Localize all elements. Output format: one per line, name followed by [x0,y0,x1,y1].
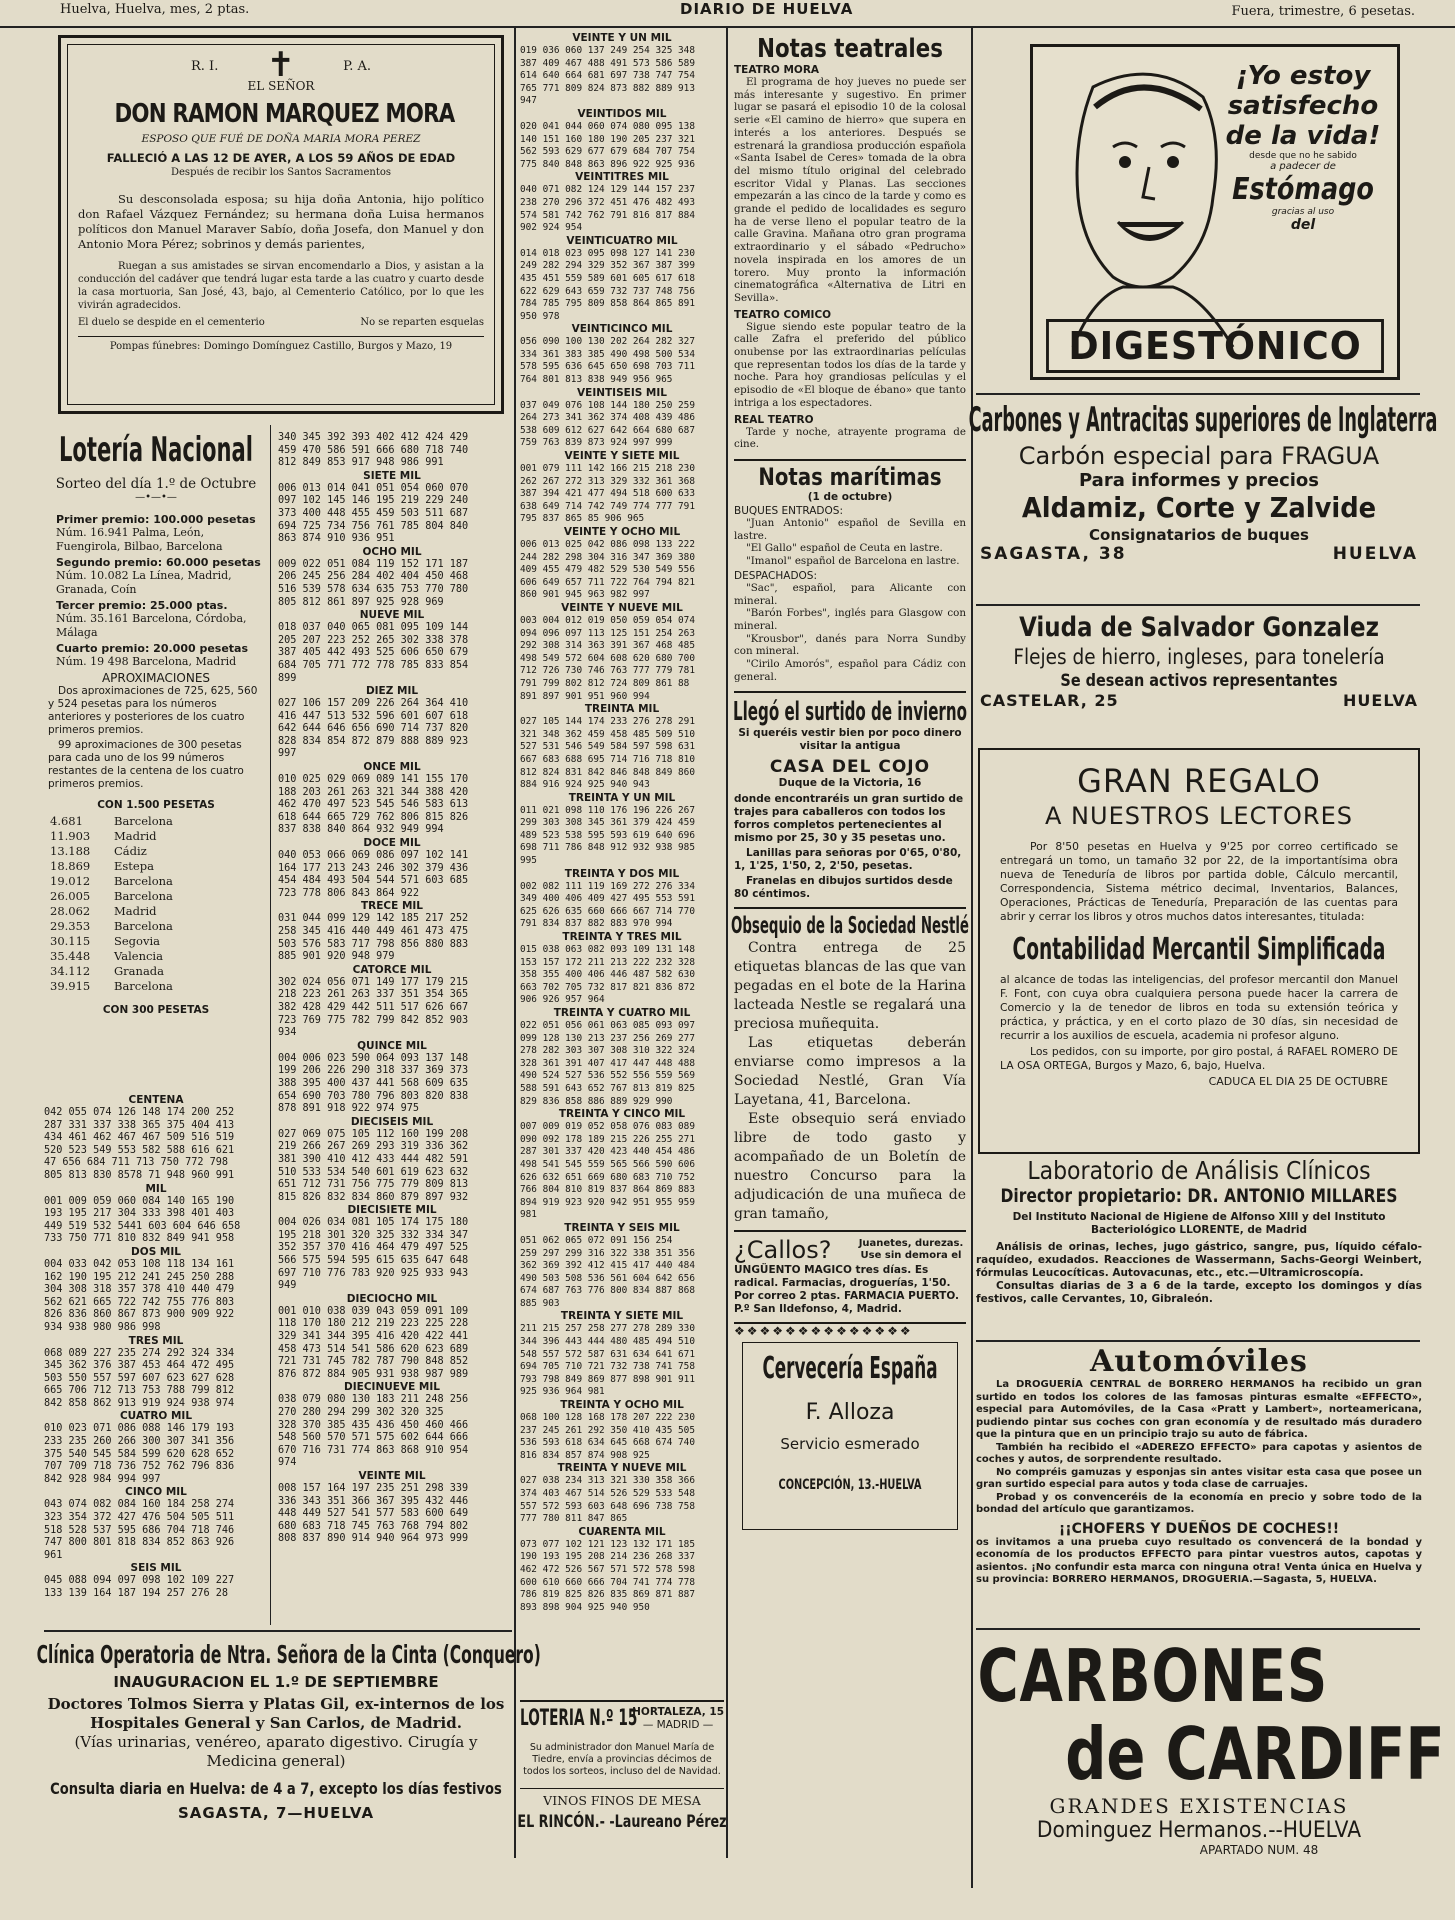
cerveceria-ad [742,1342,958,1530]
prize-row [50,904,264,919]
ochomil-numbers: 009 022 051 084 119 152 171 187 206 245 256 284 402 404 450 468 516 539 578 634 635 753 770 780 805 812 861 897 925 928 969 [278,558,469,608]
prize-city: Barcelona [114,979,173,993]
viuda-city: HUELVA [1343,691,1418,710]
viuda-rep: Se desean activos representantes [1060,671,1338,691]
nestle-text1: Contra entrega de 25 etiquetas blancas de las que van pegadas en el bote de la Harina lacteada Nestle se regalará una preciosa muñequita. [734,940,966,1033]
trecemil-title: TRECE MIL [360,900,423,913]
veintiseismil-numbers: 037 049 076 108 144 180 250 259 264 273 341 362 374 408 439 486 538 609 612 627 642 664 680 687 759 763 839 873 924 997 999 [520,399,695,449]
carbones-info: Para informes y precios [1078,470,1320,491]
prize-number: 34.112 [50,964,91,978]
despachados-list [734,582,966,684]
prize-number: 11.903 [50,829,91,843]
loteria-dots: —•—•— [135,492,177,503]
treintacincomil-numbers: 007 009 019 052 058 076 083 089 090 092 178 189 215 226 255 271 287 301 337 420 423 440 454 486 498 541 545 559 565 566 590 606 626 632 651 669 680 683 710 752 766 804 810 819 837 864 869 883 894 919 923 920 942 951 955 959 981 [520,1121,695,1221]
divider [976,1340,1420,1342]
treintaochomil-numbers: 068 100 128 168 178 207 222 230 237 245 261 292 350 410 435 505 536 593 618 634 645 668 674 740 816 834 857 874 908 925 [520,1412,695,1461]
ship-entry: "Cirilo Amorós", español para Cádiz con general. [734,658,966,683]
obit-noesq: No se reparten esquelas [360,317,484,328]
number-column-2 [278,432,506,1546]
veintiochomil-numbers: 006 013 025 042 086 098 133 222 244 282 298 304 316 347 369 380 409 455 479 482 529 530 549 556 606 649 657 711 722 764 794 821 860 901 945 963 982 997 [520,539,695,601]
regalo-book: Contabilidad Mercantil Simplificada [1012,932,1386,967]
viuda-title: Viuda de Salvador Gonzalez [1019,612,1379,643]
divider [44,1630,512,1632]
viuda-sub: Flejes de hierro, ingleses, para tonelería [1013,645,1385,669]
catorcemil-numbers: 302 024 056 071 149 177 179 215 218 223 261 263 337 351 354 365 382 428 429 442 511 517 626 667 723 769 775 782 799 842 852 903 934 [278,976,469,1039]
prize-row [50,814,264,829]
loteria-column [48,430,264,1017]
ornament-icon: ❖❖❖❖❖❖❖❖❖❖❖❖❖❖ [734,1322,966,1338]
tresmil-title: TRES MIL [128,1334,184,1347]
aprox-2: 99 aproximaciones de 300 pesetas para cada uno de los 99 números restantes de la centena de los cuatro primeros premios. [48,739,244,790]
dig-l1: ¡Yo estoy [1235,61,1371,91]
lot15-city: — MADRID — [642,1719,714,1731]
prize-number: 19.012 [50,874,91,888]
rincon-name: EL RINCÓN.- -Laureano Pérez [517,1812,727,1832]
seismil-title: SEIS MIL [130,1562,182,1575]
ship-entry: "Sac", español, para Alicante con mineral. [734,581,966,607]
carbones-addr: SAGASTA, 38 [980,544,1127,564]
prize-city: Madrid [114,829,157,843]
prize-row [50,934,264,949]
prize-2: Segundo premio: 60.000 pesetas [56,556,261,569]
lab-director: Director propietario: DR. ANTONIO MILLARES [1000,1185,1398,1207]
lot15-addr: HORTALEZA, 15 [632,1706,724,1718]
cuatromil-numbers: 010 023 071 086 088 146 179 193 233 235 260 266 300 307 341 356 375 540 545 584 599 620 628 652 707 709 718 736 752 762 796 836 842 928 984 994 997 [44,1423,235,1485]
nestle-title: Obsequio de la Sociedad Nestlé [731,913,969,940]
ochomil-title: OCHO MIL [362,545,422,558]
prize-row [50,874,264,889]
maritimas-title: Notas marítimas [758,462,942,491]
auto-text4: Probad y os convenceréis de la economía en precio y sobre todo de la bondad del artículo que garantizamos. [976,1491,1422,1515]
treintadosmil-numbers: 002 082 111 119 169 272 276 334 349 400 406 409 427 495 553 591 625 626 635 660 666 667 714 770 791 834 837 882 883 970 994 [520,880,695,930]
ship-entry: "El Gallo" español de Ceuta en lastre. [746,542,943,555]
treintanuevemil-numbers: 027 038 234 313 321 330 358 366 374 403 467 514 526 529 533 548 557 572 593 603 648 696 738 758 777 780 811 847 865 [520,1475,695,1525]
lab-text: Análisis de orinas, leches, jugo gástrico, sangre, pus, líquido céfalo-raquídeo, exudados. Reacciones de Wassermann, Sachs-Georgi Weinbert, fórmulas Leucocíticas. Autovacunas, etc., etc.—Ultramicroscopía. [976,1241,1422,1279]
cardiff-apt: APARTADO NUM. 48 [1199,1843,1319,1857]
viuda-addr: CASTELAR, 25 [980,691,1119,710]
prize-row [50,859,264,874]
veinticuatromil-title: VEINTICUATRO MIL [566,234,678,247]
dosmil-title: DOS MIL [131,1245,181,1258]
despachados-heading: DESPACHADOS: [734,569,818,582]
column-4 [731,34,969,1530]
veintiochomil-title: VEINTE Y OCHO MIL [563,526,681,538]
mil-numbers: 001 009 059 060 084 140 165 190 193 195 217 304 333 398 401 403 449 519 532 5441 603 604 646 658 733 750 771 810 832 849 941 958 [44,1195,241,1245]
cerveceria-service: Servicio esmerado [780,1435,920,1454]
prize-city: Barcelona [114,919,173,933]
auto-title: Automóviles [1090,1344,1308,1379]
prize-3-num: Núm. 35.161 Barcelona, Córdoba, Málaga [56,612,247,639]
cardiff-ad [976,1634,1445,1876]
seismil-numbers: 045 088 094 097 098 102 109 227 133 139 164 187 194 257 276 28 [44,1575,235,1599]
lab-title: Laboratorio de Análisis Clínicos [1027,1156,1371,1185]
nuevemil-numbers: 018 037 040 065 081 095 109 144 205 207 223 252 265 302 338 378 387 405 442 493 525 606 650 679 684 705 771 772 778 785 833 854 899 [278,622,469,684]
prize-number: 13.188 [50,844,91,858]
treintasietemil-numbers: 211 215 257 258 277 278 289 330 344 396 443 444 480 485 494 510 548 557 572 587 631 634 641 671 694 705 710 721 732 738 741 758 793 798 849 869 877 898 901 911 925 936 964 981 [520,1323,695,1398]
diecinuevemil-numbers: 038 079 080 130 183 211 248 256 270 280 294 299 302 320 325 328 370 385 435 436 450 460 466 548 560 570 571 575 602 644 666 670 716 731 774 863 868 910 954 974 [278,1394,469,1469]
treintaseismil-numbers: 051 062 065 072 091 156 254 259 297 299 316 322 338 351 356 362 369 392 412 415 417 440 484 490 503 508 536 561 604 642 656 674 687 763 776 800 834 887 868 885 903 [520,1234,695,1309]
cardiff-t2: de CARDIFF [1065,1712,1445,1796]
diecinuevemil-title: DIECINUEVE MIL [344,1381,440,1394]
carbones-city: HUELVA [1332,544,1418,564]
prize-city: Barcelona [114,889,173,903]
treintacincomil-title: TREINTA Y CINCO MIL [558,1108,686,1121]
auto-text5: os invitamos a una prueba cuyo resultado os convencerá de la bondad y economía de los productos EFFECTO para pintar vuestros autos, capotas y asientos. ¡No confundir esta marca con ninguna otra! Venta única en Huelva y su provincia: BORRERO HERMANOS, DROGUERIA.—Sagasta, 5, HUELVA. [976,1536,1422,1585]
auto-text2: También ha recibido el «ADEREZO EFFECTO» para capotas y asientos de coches y autos, de sorprendente resultado. [976,1441,1422,1465]
loteria-title: Lotería Nacional [58,430,254,470]
cuatromil-title: CUATRO MIL [119,1410,193,1423]
obit-request: Ruegan a sus amistades se sirvan encomendarlo a Dios, y asistan a la conducción del cadáver que tendrá lugar esta tarde a las cuatro y cuarto desde la casa mortuoria, San José, 43, bajo, al Cementerio Católico, por lo que les vivirán agradecidos. [78,261,484,311]
catorcemil-title: CATORCE MIL [352,963,432,976]
callos-side: Juanetes, durezas. Use sin demora el [858,1238,964,1262]
veintemil-title: VEINTE MIL [358,1469,426,1482]
prize-number: 18.869 [50,859,91,873]
vinos-title: VINOS FINOS DE MESA [520,1788,724,1808]
aprox-title: APROXIMACIONES [101,671,211,685]
divider [270,425,271,1625]
automoviles-ad [976,1344,1422,1587]
veintemil-numbers: 008 157 164 197 235 251 298 339 336 343 351 366 367 395 432 446 448 449 527 541 577 583 600 649 680 683 718 745 763 768 794 802 808 837 890 914 940 964 973 999 [278,1482,469,1545]
cerveceria-owner: F. Alloza [805,1400,895,1426]
docemil-title: DOCE MIL [363,837,421,850]
maritimas-date: (1 de octubre) [807,490,893,503]
dig-l4: desde que no he sabido [1249,151,1357,161]
invierno-sub: Si queréis vestir bien por poco dinero visitar la antigua [738,727,962,753]
carbones-inglaterra-ad [968,400,1438,564]
obit-spouse: ESPOSO QUE FUÉ DE DOÑA MARIA MORA PEREZ [141,133,421,145]
prize-number: 28.062 [50,904,91,918]
top-numbers: 340 345 392 393 402 412 424 429 459 470 586 591 666 680 718 740 812 849 853 917 948 986 991 [278,432,469,469]
real-teatro-text: Tarde y noche, atrayente programa de cine. [734,425,966,451]
obit-name: DON RAMON MARQUEZ MORA [114,99,455,129]
nuevemil-title: NUEVE MIL [359,609,425,622]
loteria15-ad [517,1700,727,1832]
prize-1-num: Núm. 16.941 Palma, León, Fuengirola, Bilbao, Barcelona [56,526,223,553]
quincemil-numbers: 004 006 023 590 064 093 137 148 199 206 226 290 318 337 369 373 388 395 400 437 441 568 609 635 654 690 703 780 796 803 820 838 878 891 918 922 974 975 [278,1052,469,1115]
diecisietemil-title: DIECISIETE MIL [347,1204,437,1217]
clinica-consulta: Consulta diaria en Huelva: de 4 a 7, excepto los días festivos [50,1779,502,1798]
ship-entry: "Imanol" español de Barcelona en lastre. [746,555,960,568]
regalo-text: Por 8'50 pesetas en Huelva y 9'25 por correo certificado se entregará un tomo, un tamaño 32 por 22, de la importantísima obra nueva de Teneduría de libros por partida doble, Cálculo mercantil, Correspondencia, Sistema métrico decimal, Inventarios, Balances, Operaciones, Prácticas de Teneduría, Preparación de las cuentas para abrir y cerrar los libros y otros muchos datos interesantes, titulada: [1000,840,1398,923]
casa-cojo: CASA DEL COJO [769,757,931,778]
invierno-text: donde encontraréis un gran surtido de trajes para caballeros con todos los forros completos pertenecientes al mismo por 25, 30 y 35 pesetas uno. [734,793,964,845]
treintaunmil-title: TREINTA Y UN MIL [568,791,676,804]
dieciochomil-numbers: 001 010 038 039 043 059 091 109 118 170 180 212 219 223 225 228 329 341 344 395 416 420 422 441 458 473 514 541 586 620 623 689 721 731 745 782 787 790 848 852 876 872 884 905 931 938 987 989 [278,1305,469,1380]
teatro-comico-text: Sigue siendo este popular teatro de la calle Zafra el preferido del público onubense por las extraordinarias películas que representan todos los días de la tarde y noche. Para hoy grandiosas películas y el episodio de «El bloque de ébano» que tanto intriga a los espectadores. [734,320,966,409]
veintiunmil-numbers: 019 036 060 137 249 254 325 348 387 409 467 488 491 573 586 589 614 640 664 681 697 738 747 754 765 771 809 824 873 882 889 913 947 [520,45,695,107]
prize-number: 39.915 [50,979,91,993]
veinticuatromil-numbers: 014 018 023 095 098 127 141 230 249 282 294 329 352 367 387 399 435 451 559 589 601 605 617 618 622 629 643 659 732 737 748 756 784 785 795 809 858 864 865 891 950 978 [520,247,695,322]
teatro-mora-text: El programa de hoy jueves no puede ser más interesante y sugestivo. En primer lugar se pasará el episodio 10 de la colosal serie «El camino de hierro» que supera en interés a los anteriores. Después se estrenará la grandiosa producción española «Santa Isabel de Ceres» tomada de la obra del mismo título original del celebrado escritor Vidal y Planas. Las secciones empezarán a las cinco de la tarde y como es grande el pedido de localidades es seguro ha de verse lleno el popular teatro de la calle Gravina. Mañana otro gran programa extraordinario y el sábado «Pedrucho» novela inspirada en los amores de un torero. Muy pronto la información cinematográfica «Alternativa de Litri en Sevilla». [734,76,966,304]
aprox-1: Dos aproximaciones de 725, 625, 560 y 524 pesetas para los números anteriores y posteriores de los cuatro primeros premios. [48,685,258,736]
teatro-mora-heading: TEATRO MORA [734,64,820,76]
cardiff-dom: Dominguez Hermanos.--HUELVA [1036,1818,1362,1843]
treintamil-title: TREINTA MIL [584,703,660,716]
auto-chofers: ¡¡CHOFERS Y DUEÑOS DE COCHES!! [1058,1520,1340,1537]
header-right: Fuera, trimestre, 6 pesetas. [1231,4,1415,19]
callos-title: ¿Callos? [734,1236,832,1265]
obit-el-senor: EL SEÑOR [247,79,315,93]
diecisietemil-numbers: 004 026 034 081 105 174 175 180 195 218 301 320 325 332 334 347 352 357 370 416 464 479 497 525 566 575 594 595 615 635 647 648 697 710 776 783 920 925 933 943 949 [278,1217,469,1292]
treintacuatromil-numbers: 022 051 056 061 063 085 093 097 099 128 130 213 237 256 269 277 278 282 303 307 308 310 322 324 328 361 391 407 417 447 448 488 490 524 527 536 552 556 559 569 588 591 643 652 767 813 819 825 829 836 858 886 889 929 990 [520,1020,695,1107]
veintidosmil-title: VEINTIDOS MIL [577,107,667,120]
treintasietemil-title: TREINTA Y SIETE MIL [560,1310,684,1323]
trecemil-numbers: 031 044 099 129 142 185 217 252 258 345 416 440 449 461 473 475 503 576 583 717 798 856 880 883 885 901 920 948 979 [278,913,469,963]
cincomil-title: CINCO MIL [125,1486,187,1499]
teatrales-title: Notas teatrales [757,34,943,64]
regalo-title2: A NUESTROS LECTORES [1045,802,1353,830]
prize-2-num: Núm. 10.082 La Línea, Madrid, Granada, Coín [56,569,232,596]
clinica-addr: SAGASTA, 7—HUELVA [177,1804,375,1822]
dig-brand: DIGESTÓNICO [1046,319,1384,373]
rip-left: R. I. [191,59,219,74]
laboratorio-ad [976,1156,1422,1306]
dig-l8: del [1290,217,1316,233]
nestle-text2: Las etiquetas deberán enviarse como impresos a la Sociedad Nestlé, Gran Vía Layetana, 41, Barcelona. [734,1035,966,1109]
auto-text3: No compréis gamuzas y esponjas sin antes visitar esta casa que posee un gran surtido especial para autos y toda clase de carruajes. [976,1466,1422,1490]
nestle-text3: Este obsequio será enviado libre de todo gasto y acompañado de un Boletín de nuestro Concurso para la adjudicación de una muñeca de gran tamaño, [734,1111,966,1223]
treintatresmil-title: TREINTA Y TRES MIL [562,931,682,944]
prize-city: Valencia [114,949,163,963]
loteria-sorteo: Sorteo del día 1.º de Octubre [55,476,257,492]
treintatresmil-numbers: 015 038 063 082 093 109 131 148 153 157 172 211 213 222 232 328 358 355 400 406 446 487 582 630 663 702 705 732 817 821 836 872 906 926 957 964 [520,944,695,1006]
dig-l7: gracias al uso [1271,207,1335,217]
divider [976,393,1420,395]
veintitresmil-numbers: 040 071 082 124 129 144 157 237 238 270 296 372 451 476 482 493 574 581 742 762 791 816 817 884 902 924 954 [520,184,695,234]
clinica-title: Clínica Operatoria de Ntra. Señora de la Cinta (Conquero) [36,1640,541,1669]
treintaseismil-title: TREINTA Y SEIS MIL [564,1221,680,1234]
dieciochomil-title: DIECIOCHO MIL [346,1292,438,1305]
obituary-notice [58,35,504,414]
prize-city: Estepa [114,859,154,873]
obit-family: Su desconsolada esposa; su hija doña Antonia, hijo político don Rafael Vázquez Fernández; su hermana doña Luisa hermanos políticos don Manuel Maraver Sabío, doña Josefa, don Manuel y don Antonio Mora Pérez; sobrinos y demás parientes, [78,192,484,251]
cuarentamil-title: CUARENTA MIL [578,1525,666,1538]
dig-l2: satisfecho [1227,91,1379,121]
invierno-lanillas: Lanillas para señoras por 0'65, 0'80, 1, 1'25, 1'50, 2, 2'50, pesetas. [734,847,962,873]
obit-sacraments: Después de recibir los Santos Sacramentos [171,167,391,178]
callos-text: UNGÜENTO MAGICO tres días. Es radical. Farmacias, droguerías, 1'50. Por correo 2 ptas. FARMACIA PUERTO. P.º San Ildefonso, 4, Madrid. [734,1264,960,1316]
tresmil-numbers: 068 089 227 235 274 292 324 334 345 362 376 387 453 464 472 495 503 550 557 597 607 623 627 628 665 706 712 713 753 788 799 812 842 858 862 913 919 924 938 974 [44,1347,235,1409]
treintacuatromil-title: TREINTA Y CUATRO MIL [553,1007,691,1019]
veintiunmil-title: VEINTE Y UN MIL [572,32,672,44]
sietemil-title: SIETE MIL [363,469,421,482]
prize-city: Granada [114,964,165,978]
regalo-text2: al alcance de todas las inteligencias, del profesor mercantil don Manuel F. Font, con cuya obra cualquiera persona puede hacer la carrera de Comercio y la de tenedor de libros en toda su extensión teórica y práctica, y práctica, y en el corto plazo de 30 días, sin necesidad de recurrir a los auxilios de escuela, academia ni profesor alguno. [1000,973,1398,1042]
oncemil-numbers: 010 025 029 069 089 141 155 170 188 203 261 263 321 344 388 420 462 470 497 523 545 546 583 613 618 644 665 729 762 806 815 826 837 838 840 864 932 949 994 [278,774,469,836]
veinticincomil-numbers: 056 090 100 130 202 264 282 327 334 361 383 385 490 498 500 534 578 595 636 645 650 698 703 711 764 801 813 838 949 956 965 [520,336,695,386]
oncemil-title: ONCE MIL [363,761,421,774]
mil-title: MIL [145,1182,167,1195]
docemil-numbers: 040 053 066 069 086 097 102 141 164 177 213 243 246 302 379 436 454 484 493 504 544 571 603 685 723 778 806 843 864 922 [278,850,469,899]
number-column-1 [44,1094,268,1601]
treintadosmil-title: TREINTA Y DOS MIL [564,867,680,880]
cardiff-t1: CARBONES [977,1634,1329,1718]
header-masthead: DIARIO DE HUELVA [680,0,854,18]
carbones-fragua: Carbón especial para FRAGUA [1018,442,1380,470]
carbones-title: Carbones y Antracitas superiores de Inglaterra [968,400,1438,440]
veintinuevemil-numbers: 003 004 012 019 050 059 054 074 094 096 097 113 125 151 254 263 292 308 314 363 391 367 468 485 498 549 572 604 608 620 680 700 712 726 730 746 763 777 779 781 791 799 802 812 724 809 861 88 891 897 901 951 960 994 [520,614,695,702]
veintinuevemil-title: VEINTE Y NUEVE MIL [561,601,683,614]
lab-hours: Consultas diarias de 3 a 6 de la tarde, excepto los domingos y días festivos, calle Cervantes, 10, Gibraleón. [976,1280,1422,1305]
prize-city: Barcelona [114,814,173,828]
lot15-title: LOTERIA N.º 15 [520,1706,638,1731]
prize-row [50,919,264,934]
clinica-inaug: INAUGURACION EL 1.º DE SEPTIEMBRE [113,1673,439,1691]
prize-row [50,964,264,979]
cerveceria-addr: CONCEPCIÓN, 13.-HUELVA [778,1477,922,1494]
prize-1: Primer premio: 100.000 pesetas [56,513,256,526]
regalo-text3: Los pedidos, con su importe, por giro postal, á RAFAEL ROMERO DE LA OSA ORTEGA, Burgos y Mazo, 6, bajo, Huelva. [1000,1045,1398,1072]
prize-number: 29.353 [50,919,91,933]
centena-numbers: 042 055 074 126 148 174 200 252 287 331 337 338 365 375 404 413 434 461 462 467 467 509 516 519 520 523 549 553 582 588 616 621 47 656 684 711 713 750 772 798 805 813 830 8578 71 948 960 991 [44,1107,235,1181]
dig-l6: Estómago [1232,172,1374,207]
viuda-ad [976,612,1422,710]
quincemil-title: QUINCE MIL [357,1039,427,1052]
prize-number: 35.448 [50,949,91,963]
prize-city: Cádiz [114,844,147,858]
cuarentamil-numbers: 073 077 102 121 123 132 171 185 190 193 195 208 214 236 268 337 462 472 526 567 571 572 578 598 600 610 660 666 704 741 774 778 786 819 825 826 835 869 871 887 893 898 904 925 940 950 [520,1538,695,1613]
prize-city: Barcelona [114,874,173,888]
veintisietemil-title: VEINTE Y SIETE MIL [564,450,680,463]
ship-entry: "Juan Antonio" español de Sevilla en lastre. [734,516,966,542]
dosmil-numbers: 004 033 042 053 108 118 134 161 162 190 195 212 241 245 250 288 304 308 318 357 378 410 440 479 562 621 665 722 742 755 776 803 826 836 860 867 873 900 909 922 934 938 980 986 998 [44,1258,235,1333]
auto-text1: La DROGUERÍA CENTRAL de BORRERO HERMANOS ha recibido un gran surtido en todos los colores de las famosas pinturas esmalte «EFFECTO», especial para Automóviles, de la Casa «Pratt y Lambert», norteamericana, pudiendo pintar sus coches con gran economía y de resultado más duradero que la pintura que en un principio trajo su auto de fábrica. [976,1379,1422,1440]
veintiseismil-title: VEINTISEIS MIL [577,386,667,399]
diezmil-title: DIEZ MIL [365,685,419,698]
rip-right: P. A. [343,59,371,74]
prize-row [50,829,264,844]
lab-inst: Del Instituto Nacional de Higiene de Alfonso XIII y del Instituto Bacteriológico LLORENTE, de Madrid [1012,1211,1386,1236]
prize-3: Tercer premio: 25.000 ptas. [56,599,228,612]
prize-row [50,979,264,994]
treintamil-numbers: 027 105 144 174 233 276 278 291 321 348 362 459 458 485 509 510 527 531 546 549 584 597 598 631 667 683 688 695 714 716 718 810 812 824 831 842 846 848 849 860 884 916 924 925 940 943 [520,716,695,791]
prize-number: 30.115 [50,934,91,948]
ship-entry: "Krousbor", danés para Norra Sundby con mineral. [734,632,966,658]
real-teatro-heading: REAL TEATRO [734,413,814,426]
prize-list [48,814,264,994]
obit-died: FALLECIÓ A LAS 12 DE AYER, A LOS 59 AÑOS DE EDAD [106,151,456,165]
gran-regalo-ad [978,748,1420,1154]
prize-row [50,844,264,859]
treintaunmil-numbers: 011 021 098 110 176 196 226 267 299 303 308 345 361 379 424 459 489 523 538 595 593 619 640 696 698 711 786 848 912 932 938 985 995 [520,804,695,867]
clinica-spec: (Vías urinarias, venéreo, aparato digestivo. Cirugía y Medicina general) [74,1733,478,1770]
centena-title: CENTENA [128,1094,184,1106]
entrados-list [734,517,966,568]
teatro-comico-heading: TEATRO COMICO [734,308,832,321]
dieciseismil-numbers: 027 069 075 105 112 160 199 208 219 266 267 269 293 319 336 362 381 390 410 412 433 444 482 591 510 533 534 540 601 619 623 632 651 712 731 756 775 779 809 813 815 826 832 834 860 879 897 932 [278,1128,469,1203]
digestonico-ad [1030,44,1400,380]
dig-l3: de la vida! [1225,121,1381,151]
regalo-title1: GRAN REGALO [1077,762,1321,800]
clinica-doctors: Doctores Tolmos Sierra y Platas Gil, ex-internos de los Hospitales General y San Carlos, de Madrid. [47,1695,505,1732]
obit-funeral: Pompas fúnebres: Domingo Domínguez Castillo, Burgos y Mazo, 19 [78,336,484,352]
cross-icon: ✝ [266,45,295,85]
divider [976,1628,1420,1630]
divider [971,28,973,1888]
con1500-title: CON 1.500 PESETAS [97,799,215,811]
veintidosmil-numbers: 020 041 044 060 074 080 095 138 140 151 160 180 190 205 237 321 562 593 629 677 679 684 707 754 775 840 848 863 896 922 925 936 [520,120,695,170]
veintisietemil-numbers: 001 079 111 142 166 215 218 230 262 267 272 313 329 332 361 368 387 394 421 477 494 518 600 633 638 649 714 742 749 774 777 791 795 837 865 85 906 965 [520,463,695,525]
header-left: Huelva, Huelva, mes, 2 ptas. [60,2,250,17]
prize-row [50,889,264,904]
clinica-ad [36,1640,541,1822]
prize-4-num: Núm. 19 498 Barcelona, Madrid [56,655,237,668]
prize-city: Madrid [114,904,157,918]
invierno-franelas: Franelas en dibujos surtidos desde 80 céntimos. [734,875,953,901]
lot15-text: Su administrador don Manuel María de Tiedre, envía a provincias décimos de todos los sorteos, incluso del de Navidad. [523,1742,721,1777]
prize-number: 4.681 [50,814,83,828]
carbones-cons: Consignatarios de buques [1089,526,1309,544]
regalo-caduca: CADUCA EL DIA 25 DE OCTUBRE [1208,1075,1388,1088]
veintitresmil-title: VEINTITRES MIL [575,171,669,184]
divider [726,28,728,1858]
cardiff-exist: GRANDES EXISTENCIAS [1049,1794,1349,1818]
entrados-heading: BUQUES ENTRADOS: [734,504,843,517]
number-column-3 [520,32,724,1614]
veinticincomil-title: VEINTICINCO MIL [571,323,673,336]
carbones-names: Aldamiz, Corte y Zalvide [1021,491,1377,524]
page-header [0,0,1455,28]
prize-row [50,949,264,964]
prize-4: Cuarto premio: 20.000 pesetas [56,642,249,655]
divider [514,28,516,1858]
divider [976,604,1420,606]
ship-entry: "Barón Forbes", inglés para Glasgow con mineral. [734,607,966,632]
casa-cojo-addr: Duque de la Victoria, 16 [778,777,922,790]
dieciseismil-title: DIECISEIS MIL [350,1115,434,1128]
dig-l5: a padecer de [1270,161,1336,172]
cincomil-numbers: 043 074 082 084 160 184 258 274 323 354 372 427 476 504 505 511 518 528 537 595 686 704 718 746 747 800 801 818 834 852 863 926 961 [44,1499,235,1561]
cerveceria-title: Cervecería España [762,1351,938,1387]
diezmil-numbers: 027 106 157 209 226 264 364 410 416 447 513 532 596 601 607 618 642 644 646 656 690 714 737 820 828 834 854 872 879 888 889 923 997 [278,698,469,760]
invierno-title: Llegó el surtido de invierno [733,697,967,728]
treintanuevemil-title: TREINTA Y NUEVE MIL [557,1462,687,1475]
treintaochomil-title: TREINTA Y OCHO MIL [560,1399,684,1412]
prize-city: Segovia [114,934,160,948]
con300-title: CON 300 PESETAS [102,1004,210,1016]
sietemil-numbers: 006 013 014 041 051 054 060 070 097 102 145 146 195 219 229 240 373 400 448 455 459 503 511 687 694 725 734 756 761 785 804 840 863 874 910 936 951 [278,482,469,545]
prize-number: 26.005 [50,889,91,903]
obit-duel: El duelo se despide en el cementerio [78,317,265,328]
